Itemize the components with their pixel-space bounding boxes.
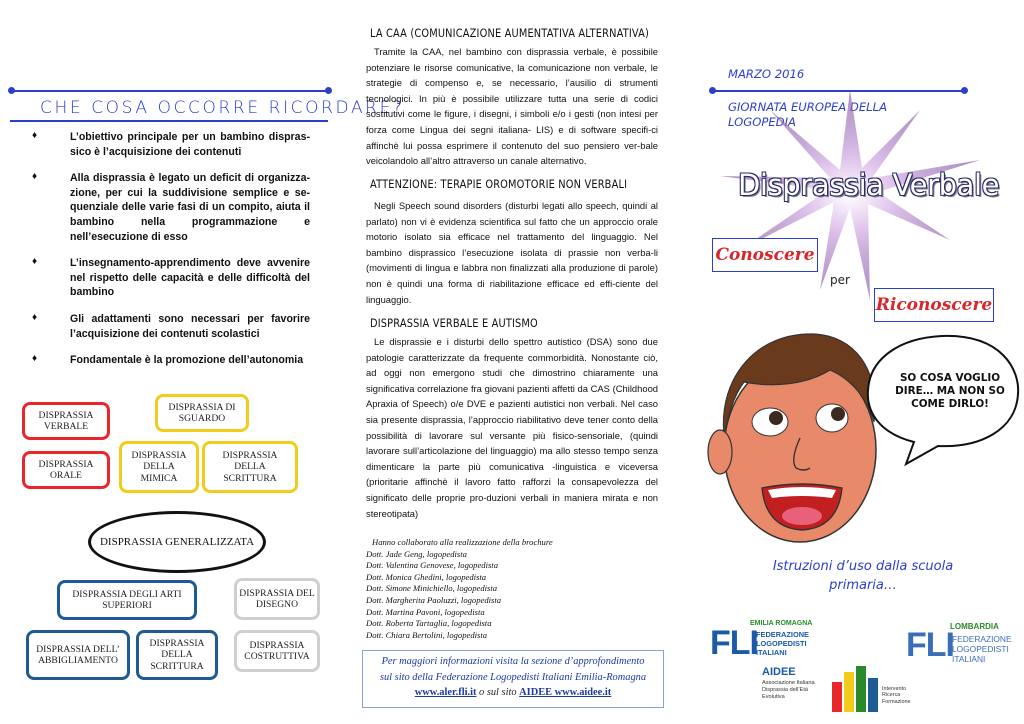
diagram-box-scrittura-bottom: DISPRASSIA DELLA SCRITTURA bbox=[136, 630, 218, 680]
collaborator-name: Dott. Margherita Paoluzzi, logopedista bbox=[366, 594, 502, 605]
bullet-text: Alla disprassia è legato un deficit di organizza-zione, per cui la suddivisione semplice e se-quenziale delle varie fasi di un compito, aiuta il bambino nella programmazione e nell’esecuzione di esso bbox=[70, 172, 310, 243]
bullet-text: L’obiettivo principale per un bambino dispras-sico è l’acquisizione dei contenuti bbox=[70, 131, 310, 158]
riconoscere-box: Riconoscere bbox=[874, 288, 994, 322]
speech-bubble-text: SO COSA VOGLIO DIRE… MA NON SO COME DIRLO! bbox=[895, 372, 1005, 410]
collaborator-name: Dott. Martina Pavoni, logopedista bbox=[366, 606, 485, 617]
info-line-2: sul sito della Federazione Logopedisti Italiani Emilia-Romagna bbox=[379, 671, 647, 683]
irf-colorful-logo bbox=[828, 662, 882, 716]
bullet-list bbox=[28, 130, 310, 380]
aidee-name: AIDEE bbox=[762, 666, 796, 678]
autismo-paragraph bbox=[366, 334, 658, 521]
collaborator-name: Dott. Valentina Genovese, logopedista bbox=[366, 560, 498, 571]
diagram-box-verbale: DISPRASSIA VERBALE bbox=[22, 402, 110, 440]
diagram-box-arti-superiori: DISPRASSIA DEGLI ARTI SUPERIORI bbox=[57, 580, 197, 620]
fli-emilia-romagna-logo bbox=[710, 616, 830, 666]
autismo-heading: DISPRASSIA VERBALE E AUTISMO bbox=[370, 316, 538, 330]
diamond-bullet-icon: ♦ bbox=[32, 256, 38, 268]
autismo-text: Le disprassie e i disturbi dello spettro autistico (DSA) sono due patologie caratterizzate da frequente commorbidità. Nonostante ciò, ad oggi non emergono studi che dimostrino chiaramente una significativa correlazione fra giovani pazienti affetti da CAS (Childhood Apraxia of Speech) o/e DVE e pazienti autistici non verbali. Nel caso sia presente disprassia, l’approccio riabilitativo deve tener conto della possibilità di lavorare sul versante più fisico-sensoriale, (quindi lavorare sull’articolazione del linguaggio) ma allo stesso tempo senza dimenticare la parte più comunicativa -linguistica e viceversa (prioritarie affinchè il lavoro fatto rafforzi la consapevolezza del significato delle proprie pro-duzioni verbali in maniera mirata e non stereotipata) bbox=[366, 336, 658, 519]
aidee-logo bbox=[762, 666, 822, 716]
info-line-1: Per maggiori informazioni visita la sezione d’approfondimento bbox=[381, 656, 645, 667]
diagram-ellipse-generalizzata: DISPRASSIA GENERALIZZATA bbox=[88, 511, 266, 573]
diagram-box-disegno: DISPRASSIA DEL DISEGNO bbox=[234, 578, 320, 620]
fli-lo-text: FLI bbox=[906, 626, 954, 664]
fli-er-text: FLI bbox=[710, 624, 758, 662]
terapie-paragraph bbox=[366, 198, 658, 307]
bullet-text: Fondamentale è la promozione dell’autonomia bbox=[70, 354, 304, 367]
bullet-item bbox=[28, 130, 310, 159]
bullet-text: L’insegnamento-apprendimento deve avvenire nel rispetto delle capacità e delle difficoltà del bambino bbox=[70, 257, 310, 299]
diamond-bullet-icon: ♦ bbox=[32, 171, 38, 183]
left-rule-dot-right bbox=[325, 87, 332, 94]
event-label: GIORNATA EUROPEA DELLA LOGOPEDIA bbox=[728, 100, 888, 129]
diagram-box-abbigliamento: DISPRASSIA DELL’ ABBIGLIAMENTO bbox=[26, 630, 130, 680]
caa-text: Tramite la CAA, nel bambino con disprassia verbale, è possibile potenziare le risorse comunicative, la comunicazione non verbale, le strategie di compenso e, se necessario, l’ausilio di strumenti tecnologici. In più è possibile utilizzare tutta una serie di codici sostitutivi come le figure, i disegni, i simboli e/o i gesti (non intesi per forza come Lingua dei segni italiana- LIS) e di software specifi-ci affinchè lui possa esprimere il contenuto del suo pensiero ver-bale veicolandolo all’altro attraverso un canale alternativo. bbox=[366, 46, 658, 167]
aidee-description: Associazione Italiana Disprassia dell’Età Evolutiva bbox=[762, 680, 815, 700]
diagram-box-scrittura-top: DISPRASSIA DELLA SCRITTURA bbox=[202, 441, 298, 493]
conoscere-box: Conoscere bbox=[712, 238, 818, 272]
diamond-bullet-icon: ♦ bbox=[32, 353, 38, 365]
terapie-text: Negli Speech sound disorders (disturbi legati allo speech, quindi al parlato) non vi è evidenza scientifica sul fatto che un approccio orale motorio isolato sia efficace nel trattamento del linguaggio. Nel bambino disprassico l’esecuzione isolata di prassie non verba-li (movimenti di lingua e labbra non finalizzati alla produzione di parole) non è quindi una forma di riabilitazione efficace ed effi-ciente del linguaggio. bbox=[366, 200, 658, 305]
collaborator-name: Dott. Simone Minichiello, logopedista bbox=[366, 583, 498, 594]
fli-er-org-label: FEDERAZIONE LOGOPEDISTI ITALIANI bbox=[756, 630, 809, 657]
fli-lo-region-label: LOMBARDIA bbox=[950, 622, 999, 631]
bullet-text: Gli adattamenti sono necessari per favorire l’acquisizione dei contenuti scolastici bbox=[70, 312, 310, 340]
aidee-link[interactable]: AIDEE www.aidee.it bbox=[519, 687, 612, 698]
diagram-box-orale: DISPRASSIA ORALE bbox=[22, 451, 110, 489]
bullet-item bbox=[28, 353, 310, 368]
diamond-bullet-icon: ♦ bbox=[32, 311, 38, 323]
collaborators-block bbox=[366, 537, 553, 641]
aler-link[interactable]: www.aler.fli.it bbox=[414, 687, 477, 698]
collaborator-name: Dott. Chiara Bertolini, logopedista bbox=[366, 629, 488, 640]
per-label: per bbox=[830, 273, 850, 287]
child-face-illustration bbox=[704, 318, 884, 550]
date-label: MARZO 2016 bbox=[728, 67, 805, 81]
left-top-rule bbox=[10, 90, 328, 92]
right-rule-dot-left bbox=[709, 87, 716, 94]
diamond-bullet-icon: ♦ bbox=[32, 130, 38, 141]
fli-lombardia-logo bbox=[906, 620, 1024, 676]
info-mid-text: o sul sito bbox=[476, 687, 520, 698]
left-section-title: CHE COSA OCCORRE RICORDARE? bbox=[40, 98, 405, 118]
caa-heading: LA CAA (COMUNICAZIONE AUMENTATIVA ALTERNATIVA) bbox=[370, 26, 650, 40]
left-title-underline bbox=[10, 120, 328, 122]
info-line-3 bbox=[363, 685, 663, 701]
fli-lo-org-label: FEDERAZIONE LOGOPEDISTI ITALIANI bbox=[952, 634, 1012, 664]
collaborator-name: Dott. Jade Geng, logopedista bbox=[366, 548, 467, 559]
bullet-item bbox=[28, 256, 310, 300]
bullet-item bbox=[28, 312, 310, 341]
brochure-title: Disprassia Verbale bbox=[738, 168, 1000, 202]
diagram-box-costruttiva: DISPRASSIA COSTRUTTIVA bbox=[234, 630, 320, 672]
istruzioni-caption: Istruzioni d’uso dalla scuola primaria… bbox=[772, 559, 954, 593]
diagram-box-sguardo: DISPRASSIA DI SGUARDO bbox=[155, 394, 249, 432]
terapie-heading: ATTENZIONE: TERAPIE OROMOTORIE NON VERBALI bbox=[370, 177, 628, 191]
collaborator-name: Dott. Roberta Tartaglia, logopedista bbox=[366, 618, 492, 629]
diagram-box-mimica: DISPRASSIA DELLA MIMICA bbox=[119, 441, 199, 493]
info-box bbox=[362, 650, 664, 708]
collaborator-name: Dott. Monica Ghedini, logopedista bbox=[366, 571, 487, 582]
caa-paragraph bbox=[366, 44, 658, 169]
collaborators-intro: Hanno collaborato alla realizzazione della brochure bbox=[372, 537, 553, 547]
fli-er-region-label: EMILIA ROMAGNA bbox=[750, 620, 813, 627]
irf-description: Intervento Ricerca Formazione bbox=[882, 686, 911, 705]
bullet-item bbox=[28, 171, 310, 244]
left-rule-dot-left bbox=[8, 87, 15, 94]
